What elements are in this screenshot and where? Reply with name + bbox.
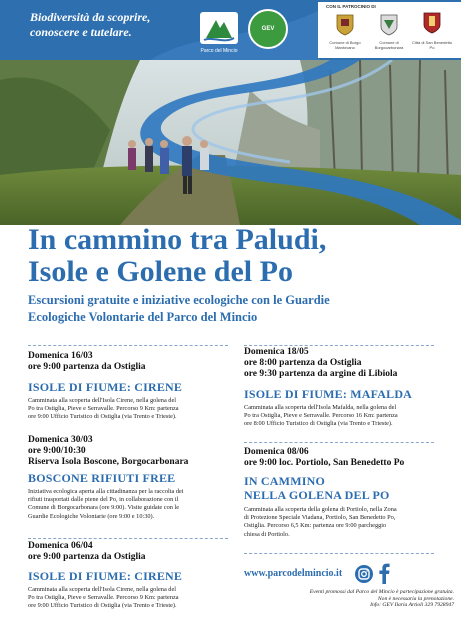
comune-label-2: Comune di Borgocarbonara <box>374 40 404 50</box>
desc-line: Po tra Ostiglia, Pieve e Serravalle. Percorso 9 Km: partenza <box>28 405 179 413</box>
divider <box>244 442 434 443</box>
desc-line: Guardie Ecologiche Volontarie (ore 9:00 e 10:30). <box>28 512 155 520</box>
subtitle-line-2: Ecologiche Volontarie del Parco del Mincio <box>28 310 258 324</box>
footer-note <box>244 589 454 609</box>
desc-line: Camminata alla scoperta dell'Isola Mafalda, nella golena del <box>244 404 397 411</box>
tagline-line-2: conoscere e tutelare. <box>30 25 132 39</box>
desc-line: ore 8:00 Ufficio Turistico di Ostiglia (via Trento e Trieste). <box>244 420 393 428</box>
event-date: Domenica 08/06 <box>244 447 309 457</box>
event-title-line-1: IN CAMMINO <box>244 474 325 488</box>
event-location: Riserva Isola Boscone, Borgocarbonara <box>28 457 189 467</box>
desc-line: Camminata alla scoperta dell'Isola Cirene, nella golena del <box>28 586 177 593</box>
desc-line: Comune di Borgocarbonara (ore 9:00). Visite guidate con le <box>28 504 179 512</box>
desc-line: Po tra Ostiglia, Pieve e Serravalle. Percorso 16 Km: partenza <box>244 412 398 420</box>
event-time: ore 9:00 partenza da Ostiglia <box>28 552 146 562</box>
facebook-icon[interactable] <box>377 562 391 584</box>
note-line: Non è necessaria la prenotazione. <box>377 595 454 602</box>
title-line-1: In cammino tra Paludi, <box>28 223 327 256</box>
event-title-text: BOSCONE RIFIUTI FREE <box>28 471 176 485</box>
note-line: Info: GEV Ilaria Artioli 329 7928947 <box>370 602 454 609</box>
hiking-group-photo <box>0 60 461 225</box>
event-title: ISOLE DI FIUME: CIRENE <box>28 569 183 583</box>
desc-line: Ostiglia. Percorso 6,5 Km: partenza ore 9:00 parcheggio <box>244 522 387 530</box>
divider <box>244 553 434 554</box>
poster-subtitle <box>28 292 448 326</box>
event-title-line-2: NELLA GOLENA DEL PO <box>244 488 390 502</box>
event-description <box>244 404 454 429</box>
event-date: Domenica 30/03 <box>28 435 93 445</box>
gev-logo: GEV <box>248 9 288 49</box>
desc-line: ore 9:00 Ufficio Turistico di Ostiglia (via Trento e Trieste). <box>28 602 177 610</box>
comune-crest-icon <box>336 14 354 36</box>
subtitle-line-1: Escursioni gratuite e iniziative ecologiche con le Guardie <box>28 293 330 307</box>
desc-line: Iniziativa ecologica aperta alla cittadinanza per la raccolta dei <box>28 488 184 495</box>
divider <box>244 345 434 346</box>
title-line-2: Isole e Golene del Po <box>28 255 293 288</box>
desc-line: Camminata alla scoperta dell'Isola Cirene, nella golena del <box>28 397 177 404</box>
event-title <box>28 471 243 485</box>
event-date: Domenica 16/03 <box>28 351 93 361</box>
event-time: ore 9:00 partenza da Ostiglia <box>28 362 146 372</box>
event-description <box>28 488 243 521</box>
event-description <box>28 586 238 611</box>
event-date: Domenica 06/04 <box>28 541 93 551</box>
instagram-icon[interactable] <box>355 565 373 583</box>
parco-mincio-logo <box>196 10 242 48</box>
comune-crest-icon <box>423 12 441 34</box>
event-30-03 <box>28 435 243 521</box>
event-title: ISOLE DI FIUME: MAFALDA <box>244 387 413 401</box>
divider <box>28 538 228 539</box>
desc-line: Po tra Ostiglia, Pieve e Serravalle. Percorso 9 Km: partenza <box>28 594 179 602</box>
comune-label-1: Comune di Borgo Mantovano <box>329 40 361 50</box>
poster-title <box>28 224 326 288</box>
event-16-03 <box>28 351 238 422</box>
comune-label-3: Città di San Benedetto Po <box>411 40 453 50</box>
event-description <box>244 506 454 539</box>
comune-crest-icon <box>380 14 398 36</box>
event-18-05 <box>244 347 454 429</box>
event-06-04 <box>28 541 238 611</box>
event-time: ore 8:00 partenza da Ostiglia <box>244 358 362 368</box>
note-line: Eventi promossi dal Parco del Mincio è partecipazione gratuita. <box>309 589 454 595</box>
header-tagline <box>30 10 150 40</box>
event-description <box>28 397 238 422</box>
event-date: Domenica 18/05 <box>244 347 309 357</box>
patrocinio-title: CON IL PATROCINIO DI <box>326 4 376 9</box>
event-title: ISOLE DI FIUME: CIRENE <box>28 380 183 394</box>
divider <box>28 345 228 346</box>
desc-line: chiesa di Portiolo. <box>244 530 290 538</box>
tagline-line-1: Biodiversità da scoprire, <box>30 10 151 24</box>
event-time: ore 9:00/10:30 <box>28 446 86 456</box>
event-time-2: ore 9:30 partenza da argine di Libiola <box>244 369 398 379</box>
desc-line: ore 9:00 Ufficio Turistico di Ostiglia (via Trento e Trieste). <box>28 413 177 421</box>
desc-line: di Protezione Speciale Viadana, Portiolo, San Benedetto Po, <box>244 514 396 522</box>
website-link[interactable]: www.parcodelmincio.it <box>244 568 343 579</box>
desc-line: Camminata alla scoperta della golena di Portiolo, nella Zona <box>244 506 397 513</box>
parco-logo-label: Parco del Mincio <box>200 48 238 54</box>
desc-line: rifiuti trasportati dalle piene del Po, in collaborazione con il <box>28 496 179 504</box>
event-location: ore 9:00 loc. Portiolo, San Benedetto Po <box>244 458 405 468</box>
event-08-06 <box>244 447 454 539</box>
